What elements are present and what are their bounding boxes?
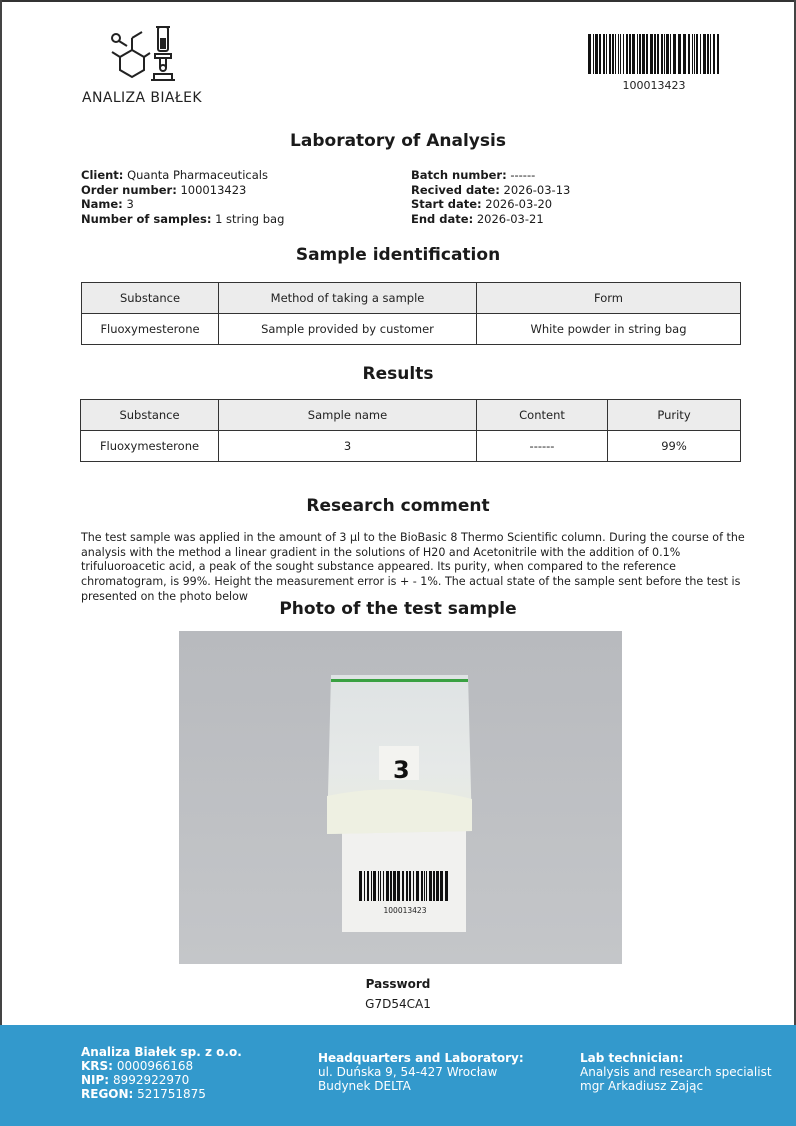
barcode-bar [367, 871, 369, 901]
barcode-bar [364, 871, 365, 901]
header-cell: Sample name [219, 400, 477, 431]
barcode-graphic [588, 34, 720, 74]
footer-technician [580, 1051, 772, 1093]
order-number-value: 100013423 [180, 182, 247, 197]
results-table [80, 399, 741, 462]
barcode-bar [626, 34, 628, 74]
table-cell: White powder in string bag [477, 314, 741, 345]
barcode-bar [386, 871, 389, 901]
nip-label: NIP: [81, 1073, 110, 1087]
photo-barcode-number: 100013423 [383, 906, 427, 915]
barcode-number: 100013423 [622, 79, 686, 92]
footer [0, 1025, 796, 1126]
company-logo [82, 24, 217, 106]
results-title: Results [362, 364, 434, 384]
barcode-bar [673, 34, 676, 74]
barcode-bar [426, 871, 427, 901]
samples-label: Number of samples: [81, 211, 212, 226]
samples-value: 1 string bag [215, 211, 285, 226]
page-border-left [0, 0, 2, 1126]
hq-building: Budynek DELTA [318, 1079, 411, 1093]
barcode-bar [661, 34, 663, 74]
hq-address: ul. Duńska 9, 54-427 Wrocław [318, 1065, 498, 1079]
barcode-bar [599, 34, 601, 74]
barcode-bar [694, 34, 695, 74]
barcode-bar [406, 871, 408, 901]
barcode-bar [371, 871, 372, 901]
barcode-bar [623, 34, 624, 74]
barcode-bar [383, 871, 384, 901]
table-header-row [82, 283, 741, 314]
barcode-bar [433, 871, 435, 901]
barcode-bar [416, 871, 419, 901]
table-cell: Fluoxymesterone [82, 314, 219, 345]
barcode-bar [421, 871, 423, 901]
header-cell: Form [477, 283, 741, 314]
barcode-bar [696, 34, 698, 74]
barcode-bar [413, 871, 414, 901]
page-title: Laboratory of Analysis [290, 131, 506, 151]
barcode-bar [595, 34, 598, 74]
sample-identification-title: Sample identification [295, 245, 501, 265]
header-cell: Content [477, 400, 608, 431]
batch-info [411, 168, 570, 226]
barcode-bar [618, 34, 619, 74]
barcode-bar [409, 871, 411, 901]
password-label: Password [365, 977, 431, 991]
footer-headquarters [318, 1051, 524, 1093]
krs-label: KRS: [81, 1059, 113, 1073]
header-cell: Substance [81, 400, 219, 431]
research-comment-text: The test sample was applied in the amount of 3 µl to the BioBasic 8 Thermo Scientific column. During the course of the analysis with the method a linear gradient in the solutions of H20 and Acetonitrile with the addition of 0.1% trifuluoroacetic acid, a peak of the sought substance appeared. Its purity, when compared to the reference chromatogram, is 99%. Height the measurement error is + - 1%. The actual state of the sample sent before the test is presented on the photo below [81, 531, 745, 603]
barcode-bar [445, 871, 448, 901]
barcode-bar [359, 871, 362, 901]
barcode-bar [390, 871, 392, 901]
tech-name: mgr Arkadiusz Zając [580, 1079, 704, 1093]
barcode-bar [692, 34, 693, 74]
header-cell: Purity [608, 400, 741, 431]
barcode-bar [436, 871, 439, 901]
received-value: 2026-03-13 [503, 182, 571, 197]
sample-identification-table [81, 282, 741, 345]
table-cell: Sample provided by customer [219, 314, 477, 345]
barcode-bar [606, 34, 607, 74]
barcode-bar [373, 871, 376, 901]
tech-role: Analysis and research specialist [580, 1065, 772, 1079]
barcode-bar [664, 34, 665, 74]
header-cell: Substance [82, 283, 219, 314]
start-value: 2026-03-20 [485, 197, 553, 211]
barcode-bar [378, 871, 379, 901]
photo-title: Photo of the test sample [279, 599, 517, 619]
molecule-flask-icon [110, 24, 185, 86]
barcode-bar [688, 34, 690, 74]
barcode-bar [637, 34, 638, 74]
barcode-bar [678, 34, 681, 74]
barcode-bar [654, 34, 656, 74]
client-label: Client: [81, 168, 124, 182]
barcode-bar [703, 34, 706, 74]
order-number-label: Order number: [81, 182, 177, 197]
barcode-bar [440, 871, 443, 901]
client-info [81, 168, 284, 226]
page-border-top [0, 0, 796, 2]
table-row [81, 431, 741, 462]
table-cell: 3 [219, 431, 477, 462]
order-barcode [588, 34, 720, 92]
barcode-bar [393, 871, 396, 901]
research-comment-title: Research comment [306, 496, 490, 516]
bag-label-number: 3 [393, 756, 410, 784]
received-label: Recived date: [411, 182, 500, 197]
barcode-bar [424, 871, 425, 901]
barcode-bar [593, 34, 594, 74]
barcode-bar [700, 34, 701, 74]
barcode-bar [642, 34, 645, 74]
company-name: Analiza Białek sp. z o.o. [81, 1045, 242, 1059]
barcode-bar [603, 34, 605, 74]
barcode-bar [588, 34, 591, 74]
batch-label: Batch number: [411, 168, 507, 182]
header-cell: Method of taking a sample [219, 283, 477, 314]
barcode-bar [639, 34, 641, 74]
barcode-bar [646, 34, 648, 74]
footer-company [81, 1045, 242, 1101]
barcode-bar [650, 34, 653, 74]
barcode-bar [402, 871, 404, 901]
table-cell: Fluoxymesterone [81, 431, 219, 462]
regon-value: 521751875 [137, 1087, 206, 1101]
name-label: Name: [81, 197, 123, 211]
barcode-bar [657, 34, 659, 74]
tech-title: Lab technician: [580, 1051, 684, 1065]
nip-value: 8992922970 [112, 1073, 190, 1087]
barcode-bar [683, 34, 686, 74]
logo-text: ANALIZA BIAŁEK [82, 90, 202, 106]
barcode-bar [620, 34, 621, 74]
end-value: 2026-03-21 [476, 211, 544, 226]
table-cell: 99% [608, 431, 741, 462]
barcode-bar [707, 34, 709, 74]
barcode-bar [380, 871, 381, 901]
barcode-bar [612, 34, 614, 74]
barcode-bar [713, 34, 715, 74]
barcode-bar [666, 34, 669, 74]
table-row [82, 314, 741, 345]
table-cell: ------ [477, 431, 608, 462]
table-header-row [81, 400, 741, 431]
end-label: End date: [411, 211, 474, 226]
barcode-bar [609, 34, 611, 74]
name-value: 3 [126, 197, 134, 211]
barcode-bar [629, 34, 631, 74]
regon-label: REGON: [81, 1087, 134, 1101]
barcode-bar [615, 34, 616, 74]
barcode-bar [670, 34, 671, 74]
start-label: Start date: [411, 197, 482, 211]
batch-value: ------ [510, 168, 536, 182]
password-value: G7D54CA1 [365, 997, 431, 1011]
krs-value: 0000966168 [116, 1059, 194, 1073]
sample-photo [179, 631, 622, 964]
barcode-bar [710, 34, 711, 74]
barcode-bar [717, 34, 719, 74]
sample-bag-image [179, 631, 622, 964]
client-value: Quanta Pharmaceuticals [127, 168, 268, 182]
hq-title: Headquarters and Laboratory: [318, 1051, 524, 1065]
barcode-bar [632, 34, 635, 74]
barcode-bar [429, 871, 432, 901]
barcode-bar [397, 871, 400, 901]
